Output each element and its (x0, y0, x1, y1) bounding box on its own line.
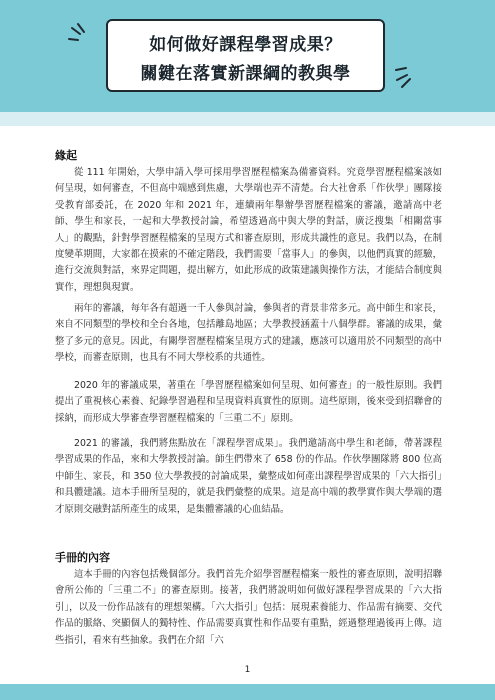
title-line-1: 如何做好課程學習成果？ (149, 35, 342, 55)
sparkle-right-icon (392, 62, 426, 92)
paragraph: 這本手冊的內容包括幾個部分。我們首先介紹學習歷程檔案一般性的審查原則，說明招聯會所公佈的「三重二不」的審查原則。接著，我們將說明如何做好課程學習成果的「六大指引」，以及一份作品該有的理想架構。「六大指引」包括：展現素養能力、作品需有摘要、交代作品的脈絡、突顯個人的獨特性、作品需要真實性和作品要有重點，經過整理過後再上傳。這些指引，看來有些抽象。我們在介紹「六 (55, 569, 442, 646)
header-banner-band (0, 112, 495, 126)
page-number: 1 (244, 665, 251, 675)
footer-band (0, 684, 495, 700)
section-heading-contents: 手冊的內容 (55, 551, 110, 564)
section-heading-origin: 緣起 (55, 149, 77, 162)
sparkle-left-icon (66, 22, 100, 52)
paragraph: 2021 的審議，我們將焦點放在「課程學習成果」。我們邀請高中學生和老師，帶著課程學習成果的作品，來和大學教授討論。師生們帶來了 658 份的作品。作伙學團隊將 800 位高中師生、家長，和 350 位大學教授的討論成果，彙整成如何產出課程學習成果的「六大指引」和具體建議。這本手冊所呈現的，就是我們彙整的成果。這是高中端的教學實作與大學端的選才原則交融對話所產生的成果，是集體審議的心血結晶。 (55, 438, 442, 515)
paragraph: 兩年的審議，每年各有超過一千人參與討論，參與者的背景非常多元。高中師生和家長，來自不同類型的學校和全台各地，包括離島地區；大學教授涵蓋十八個學群。審議的成果，彙整了多元的意見。因此，有關學習歷程檔案呈現方式的建議，應該可以適用於不同類型的高中學校，而審查原則，也具有不同大學校系的共通性。 (55, 303, 442, 364)
paragraph: 2020 年的審議成果，著重在「學習歷程檔案如何呈現、如何審查」的一般性原則。我們提出了重視核心素養、紀錄學習過程和呈現資料真實性的原則。這些原則，後來受到招聯會的採納，而形成大學審查學習歷程檔案的「三重二不」原則。 (55, 380, 442, 424)
title-card (106, 19, 385, 92)
paragraph: 從 111 年開始，大學申請入學可採用學習歷程檔案為備審資料。究竟學習歷程檔案該如何呈現，如何審查，不但高中端感到焦慮，大學端也弄不清楚。台大社會系「作伙學」團隊接受教育部委託，在 2020 年和 2021 年，連續兩年舉辦學習歷程檔案的審議，邀請高中老師、學生和家長，一起和大學教授討論，希望透過高中與大學的對話，廣泛搜集「相關當事人」的觀點，針對學習歷程檔案的呈現方式和審查原則，形成共識性的意見。我們以為，在制度變革期間，大家都在摸索的不確定階段，我們需要「當事人」的參與，以他們真實的經驗，進行交流與對話，來界定問題，提出解方，如此形成的政策建議與操作方法，才能結合制度與實作，理想與現實。 (55, 167, 442, 293)
title-line-2: 關鍵在落實新課綱的教與學 (140, 64, 351, 84)
